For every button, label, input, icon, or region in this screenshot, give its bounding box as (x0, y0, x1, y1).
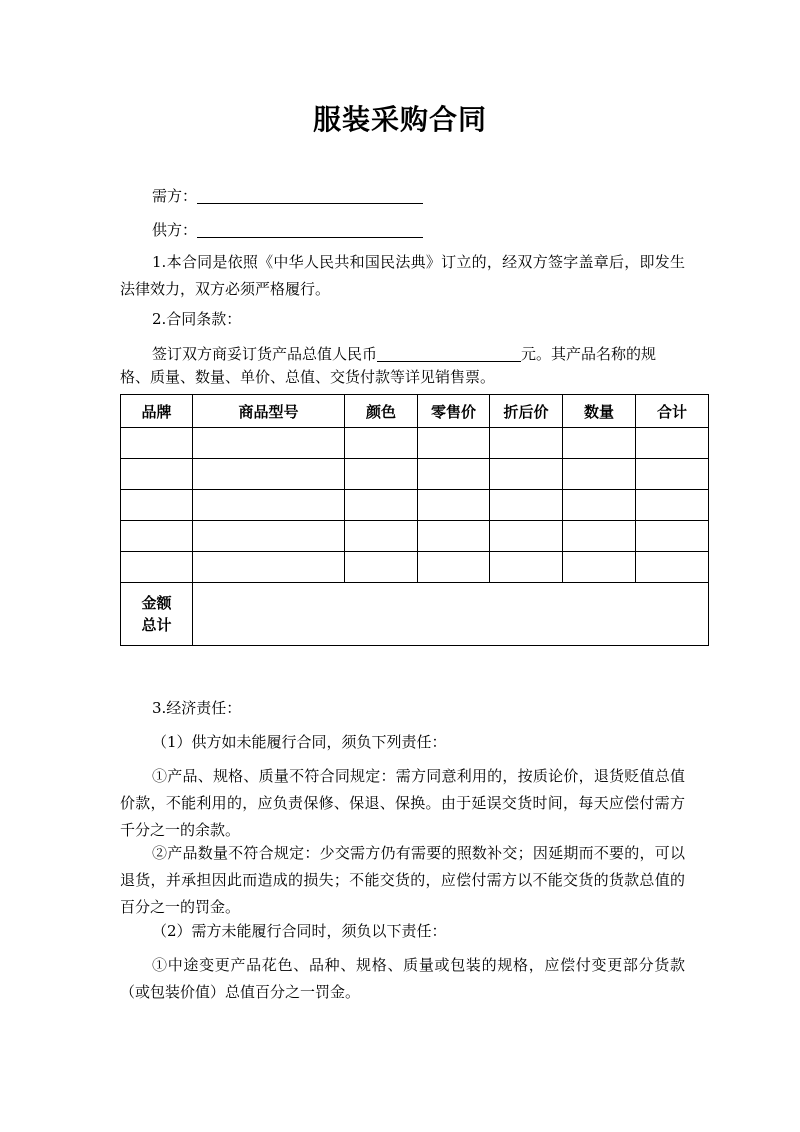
table-cell[interactable] (418, 552, 490, 583)
clause-3-1: （1）供方如未能履行合同，须负下列责任： (152, 733, 447, 751)
table-cell[interactable] (490, 490, 563, 521)
header-retail-price: 零售价 (418, 395, 490, 428)
buyer-line (152, 181, 722, 211)
clause-3-1-a: ①产品、规格、质量不符合同规定：需方同意利用的，按质论价，退货贬值总值价款，不能利用的，应负责保修、保退、保换。由于延误交货时间，每天应偿付需方千分之一的余款。 (120, 767, 685, 839)
table-row (121, 552, 709, 583)
table-cell[interactable] (345, 459, 418, 490)
buyer-blank[interactable] (197, 185, 423, 204)
table-cell[interactable] (563, 428, 636, 459)
header-quantity: 数量 (563, 395, 636, 428)
total-amount-cell[interactable] (193, 583, 709, 646)
table-cell[interactable] (345, 521, 418, 552)
clause-3-heading: 3.经济责任： (152, 699, 242, 717)
total-label-line-2: 总计 (141, 616, 172, 634)
table-cell[interactable] (121, 490, 193, 521)
table-header-row (121, 395, 709, 428)
header-discount-price: 折后价 (490, 395, 563, 428)
table-cell[interactable] (418, 428, 490, 459)
table-cell[interactable] (193, 521, 345, 552)
table-cell[interactable] (345, 552, 418, 583)
clause-3-2: （2）需方未能履行合同时，须负以下责任： (152, 922, 447, 940)
header-color: 颜色 (345, 395, 418, 428)
table-row (121, 521, 709, 552)
table-cell[interactable] (490, 428, 563, 459)
clause-1: 1.本合同是依照《中华人民共和国民法典》订立的，经双方签字盖章后，即发生法律效力，双方必须严格履行。 (120, 253, 685, 298)
table-cell[interactable] (193, 552, 345, 583)
table-row (121, 428, 709, 459)
total-amount-label (121, 583, 193, 646)
supplier-blank[interactable] (197, 219, 423, 238)
table-cell[interactable] (345, 490, 418, 521)
table-row (121, 490, 709, 521)
goods-table (120, 394, 709, 646)
table-cell[interactable] (193, 490, 345, 521)
table-cell[interactable] (563, 552, 636, 583)
table-cell[interactable] (121, 459, 193, 490)
table-cell[interactable] (490, 552, 563, 583)
table-cell[interactable] (490, 459, 563, 490)
clause-3-2-a: ①中途变更产品花色、品种、规格、质量或包装的规格，应偿付变更部分货款（或包装价值）总值百分之一罚金。 (120, 956, 685, 1001)
total-row (121, 583, 709, 646)
table-cell[interactable] (418, 459, 490, 490)
table-cell[interactable] (121, 428, 193, 459)
table-row (121, 459, 709, 490)
table-cell[interactable] (636, 521, 709, 552)
table-cell[interactable] (563, 459, 636, 490)
table-cell[interactable] (345, 428, 418, 459)
table-cell[interactable] (193, 428, 345, 459)
clause-3-1-b: ②产品数量不符合规定：少交需方仍有需要的照数补交；因延期而不要的，可以退货，并承担因此而造成的损失；不能交货的，应偿付需方以不能交货的货款总值的百分之一的罚金。 (120, 844, 685, 916)
table-cell[interactable] (636, 490, 709, 521)
clause-2-text-after: 元。其产品名称的规 (521, 345, 657, 363)
table-cell[interactable] (636, 459, 709, 490)
table-cell[interactable] (636, 428, 709, 459)
clause-2-text-before: 签订双方商妥订货产品总值人民币 (152, 345, 378, 363)
table-cell[interactable] (418, 490, 490, 521)
supplier-line (152, 215, 722, 245)
table-cell[interactable] (193, 459, 345, 490)
table-cell[interactable] (563, 521, 636, 552)
table-cell[interactable] (636, 552, 709, 583)
clause-2-heading: 2.合同条款： (152, 310, 242, 328)
supplier-label: 供方： (152, 221, 198, 239)
header-brand: 品牌 (121, 395, 193, 428)
table-cell[interactable] (121, 552, 193, 583)
table-cell[interactable] (563, 490, 636, 521)
clause-2-line-2: 格、质量、数量、单价、总值、交货付款等详见销售票。 (120, 368, 496, 386)
buyer-label: 需方： (152, 187, 198, 205)
table-cell[interactable] (121, 521, 193, 552)
page-title: 服装采购合同 (312, 103, 487, 136)
total-label-line-1: 金额 (141, 594, 172, 612)
total-amount-blank[interactable] (377, 343, 521, 362)
table-cell[interactable] (418, 521, 490, 552)
header-model: 商品型号 (193, 395, 345, 428)
table-cell[interactable] (490, 521, 563, 552)
header-total: 合计 (636, 395, 709, 428)
